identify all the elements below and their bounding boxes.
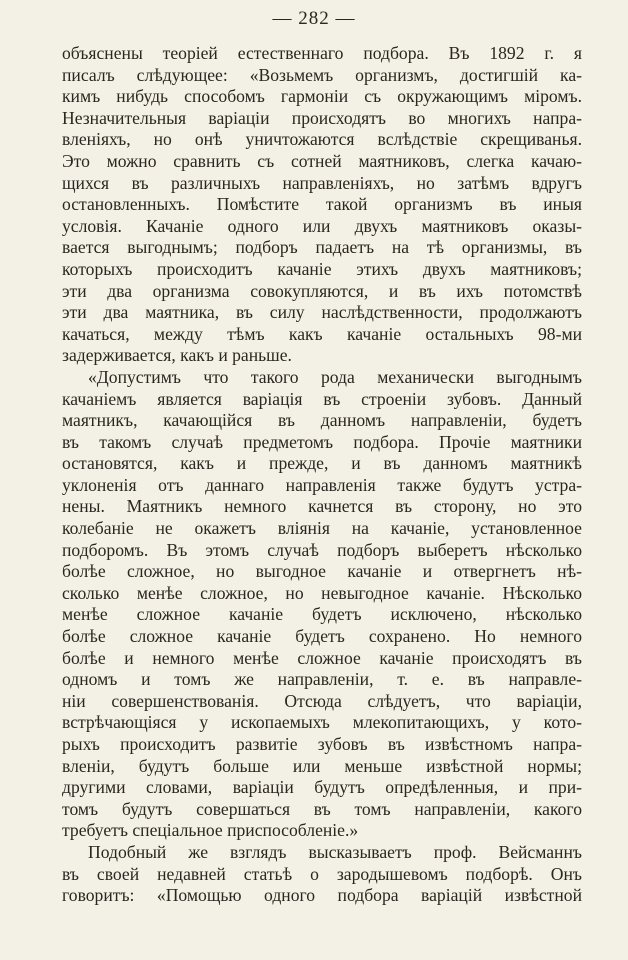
text-line: болѣе сложное качаніе будетъ сохранено. Но немного — [62, 626, 582, 647]
text-line: встрѣчающіяся у ископаемыхъ млекопитающихъ, у кото- — [62, 712, 582, 733]
text-line: которыхъ происходитъ качаніе этихъ двухъ маятниковъ; — [62, 258, 582, 279]
text-line: эти два маятника, въ силу наслѣдственности, продолжаютъ — [62, 302, 582, 323]
text-line: задерживается, какъ и раньше. — [62, 345, 292, 366]
text-line: нены. Маятникъ немного качнется въ сторону, но это — [62, 496, 582, 517]
text-line: рыхъ происходитъ развитіе зубовъ въ извѣстномъ напра- — [62, 734, 582, 754]
text-line: условія. Качаніе одного или двухъ маятниковъ оказы- — [62, 215, 582, 236]
text-line: въ такомъ случаѣ предметомъ подбора. Прочіе маятники — [62, 431, 582, 452]
text-line: ніи совершенствованія. Отсюда слѣдуетъ, что варіаціи, — [62, 690, 582, 711]
text-line: Незначительныя варіаціи происходятъ во многихъ напра- — [62, 107, 582, 128]
text-line: щихся въ различныхъ направленіяхъ, но затѣмъ вдругъ — [62, 172, 582, 193]
page-number: — 282 — — [272, 8, 356, 29]
text-line: качаніемъ является варіація въ строеніи зубовъ. Данный — [62, 388, 582, 409]
text-line: одномъ и томъ же направленіи, т. е. въ направле- — [62, 669, 582, 690]
text-line: говоритъ: «Помощью одного подбора варіацій извѣстной — [62, 885, 582, 906]
text-line: болѣе и немного менѣе сложное качаніе происходятъ въ — [62, 647, 582, 668]
text-line: вается выгоднымъ; подборъ падаетъ на тѣ организмы, въ — [62, 237, 582, 258]
text-line: кимъ нибудь способомъ гармоніи съ окружающимъ міромъ. — [62, 86, 582, 107]
text-line: въ своей недавней статьѣ о зародышевомъ подборѣ. Онъ — [62, 863, 582, 884]
text-line: менѣе сложное качаніе будетъ исключено, нѣсколько — [62, 604, 582, 625]
text-line: сколько менѣе сложное, но невыгодное качаніе. Нѣсколько — [62, 582, 582, 603]
text-line: качаться, между тѣмъ какъ качаніе остальныхъ 98-ми — [62, 323, 582, 344]
text-line: маятникъ, качающійся въ данномъ направленіи, будетъ — [62, 410, 582, 431]
text-line: Это можно сравнить съ сотней маятниковъ, слегка качаю- — [62, 150, 582, 171]
text-line: остановятся, какъ и прежде, и въ данномъ маятникѣ — [62, 453, 582, 474]
text-line: требуетъ спеціальное приспособленіе.» — [62, 820, 359, 841]
text-line: «Допустимъ что такого рода механически выгоднымъ — [88, 366, 582, 387]
paragraph-2 — [62, 367, 582, 842]
paragraph-1 — [62, 43, 582, 367]
text-line: Подобный же взглядъ высказываетъ проф. Вейсманнъ — [88, 841, 582, 862]
text-line: остановленныхъ. Помѣстите такой организмъ въ иныя — [62, 194, 582, 215]
text-line: писалъ слѣдующее: «Возьмемъ организмъ, достигшій ка- — [62, 64, 582, 85]
text-line: объяснены теоріей естественнаго подбора. Въ 1892 г. я — [62, 43, 582, 63]
text-line: другими словами, варіаціи будутъ опредѣленныя, и при- — [62, 777, 582, 798]
text-line: томъ будутъ совершаться въ томъ направленіи, какого — [62, 798, 582, 819]
text-line: колебаніе не окажетъ вліянія на качаніе, установленное — [62, 518, 582, 539]
text-line: уклоненія отъ даннаго направленія также будутъ устра- — [62, 474, 582, 495]
text-line: вленіяхъ, но онѣ уничтожаются вслѣдствіе скрещиванья. — [62, 129, 582, 150]
text-line: эти два организма совокупляются, и въ ихъ потомствѣ — [62, 280, 582, 301]
page-text — [62, 43, 582, 907]
text-line: вленіи, будутъ больше или меньше извѣстной нормы; — [62, 755, 582, 776]
paragraph-3 — [62, 842, 582, 907]
text-line: подборомъ. Въ этомъ случаѣ подборъ выберетъ нѣсколько — [62, 539, 582, 560]
text-line: болѣе сложное, но выгодное качаніе и отвергнетъ нѣ- — [62, 561, 582, 582]
